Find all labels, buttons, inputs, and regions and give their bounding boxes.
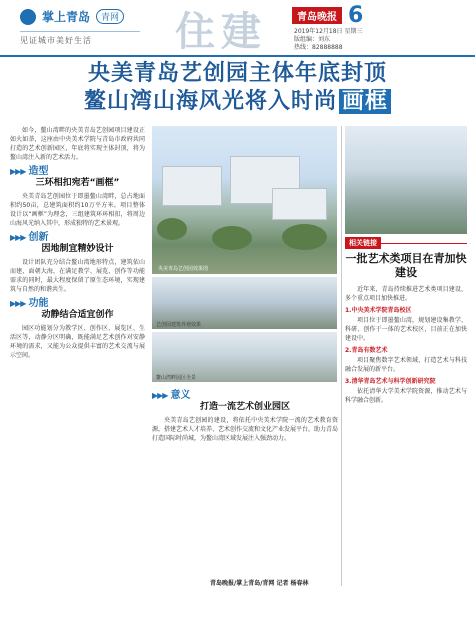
main-photo-caption: 央美青岛艺创园效果图	[158, 266, 209, 272]
sidebar-intro: 近年来，青岛持续推进艺术类项目建设，多个重点项目加快推进。	[345, 286, 467, 302]
mid-section-head	[152, 391, 338, 400]
main-photo	[152, 126, 337, 274]
headline-line-2-text: 鳌山湾山海风光将入时尚	[83, 89, 337, 114]
tree-shape	[282, 224, 327, 250]
section-3-tag: 功能	[28, 298, 49, 309]
page-header	[0, 0, 475, 58]
mid-photo-caption: 艺创园建筑外观效果	[156, 322, 202, 328]
column-divider	[341, 126, 342, 586]
section-3-body: 园区功能划分为教学区、创作区、展览区、生活区等，动静分区明确，既能满足艺术创作对安静环境的需求，又能为公众提供丰富的艺术交流与展示空间。	[10, 325, 145, 359]
brand-block	[20, 8, 170, 46]
sidebar-item-1-body: 项目位于即墨鳌山湾，规划建设集教学、科研、创作于一体的艺术校区，目前正在加快建设中。	[345, 317, 467, 342]
section-title: 住建	[175, 8, 267, 55]
low-photo-caption: 鳌山湾畔园区全景	[156, 375, 197, 381]
triangle-marker-icon: ▶▶▶	[10, 299, 26, 308]
headline-line-1: 央美青岛艺创园主体年底封顶	[87, 61, 387, 86]
header-divider	[0, 55, 475, 57]
sidebar-item-1-title: 1.中央美术学院青岛校区	[345, 307, 412, 314]
triangle-marker-icon: ▶▶▶	[152, 391, 168, 400]
section-1-tag: 造型	[28, 166, 49, 177]
mid-section-body: 央美青岛艺创园的建设，将依托中央美术学院一流的艺术教育资源，搭建艺术人才培养、艺术创作交流和文化产业发展平台，助力青岛打造国际时尚城，为鳌山湾区域发展注入强劲动力。	[152, 417, 339, 442]
middle-column	[152, 386, 338, 444]
sidebar-item-2-title: 2.青岛有数艺术	[345, 347, 388, 354]
sidebar-body	[345, 285, 467, 405]
meta-line: 热线：82888888	[294, 44, 343, 51]
section-3-title: 动静结合适宜创作	[41, 310, 114, 320]
section-2-tag: 创新	[28, 232, 49, 243]
sidebar-item-3-body: 依托清华大学美术学院资源，推动艺术与科学融合创新。	[345, 388, 467, 404]
brand-logo-icon	[20, 9, 36, 25]
related-links-label: 相关链接	[345, 237, 381, 249]
headline-line-2	[0, 88, 475, 116]
byline: 青岛晚报/掌上青岛/青网 记者 杨春林	[210, 580, 309, 587]
page-number: 6	[348, 2, 364, 28]
section-2-body: 设计团队充分结合鳌山湾地形特点，建筑依山而建，面朝大海，在满足教学、展览、创作等功能需求的同时，最大程度保留了原生态环境，实现建筑与自然的和谐共生。	[10, 259, 145, 293]
meta-line: 版组编：刘东	[294, 36, 331, 43]
related-links-tag	[345, 236, 467, 250]
sidebar-item-3-title: 3.清华青岛艺术与科学创新研究院	[345, 378, 436, 385]
headline	[0, 60, 475, 120]
tree-shape	[212, 226, 252, 250]
section-1-title: 三环相扣宛若“画框”	[35, 178, 120, 188]
left-column	[10, 126, 145, 361]
meta-line: 2019年12月18日 星期三	[294, 28, 363, 35]
sidebar-photo	[345, 126, 467, 234]
building-shape	[272, 188, 327, 220]
slogan: 见证城市美好生活	[20, 31, 140, 46]
sidebar-title: 一批艺术类项目在青加快建设	[345, 252, 467, 279]
brand-name[interactable]: 掌上青岛	[42, 10, 91, 24]
building-shape	[162, 166, 222, 206]
app-badge[interactable]: 青网	[96, 9, 124, 24]
sidebar-item-2-body: 项目聚焦数字艺术领域，打造艺术与科技融合发展的新平台。	[345, 357, 467, 373]
section-2-head	[10, 233, 145, 242]
header-meta	[294, 28, 464, 52]
mid-section-title: 打造一流艺术创业园区	[199, 402, 290, 412]
section-1-body: 央美青岛艺创园位于即墨鳌山湾畔，总占地面积约50亩，总建筑面积约10万平方米。项目整体设计以“画框”为理念，三组建筑环环相扣，将周边山海风光纳入其中，形成独特的艺术景观。	[10, 193, 145, 227]
triangle-marker-icon: ▶▶▶	[10, 167, 26, 176]
masthead	[292, 2, 442, 28]
tag-rule	[381, 243, 467, 244]
section-1-head	[10, 167, 145, 176]
headline-accent: 画框	[339, 89, 391, 114]
article-intro: 如今，鳌山湾畔的央美青岛艺创园项目建设正如火如荼，这座由中央美术学院与青岛市政府共同打造的艺术创新园区，年底将实现主体封顶，将为鳌山湾注入新的艺术活力。	[10, 127, 145, 161]
triangle-marker-icon: ▶▶▶	[10, 233, 26, 242]
tree-shape	[157, 218, 187, 240]
section-3-head	[10, 299, 145, 308]
masthead-logo: 青岛晚报	[292, 7, 342, 24]
mid-section-tag: 意义	[170, 390, 191, 401]
section-2-title: 因地制宜精妙设计	[41, 244, 114, 254]
